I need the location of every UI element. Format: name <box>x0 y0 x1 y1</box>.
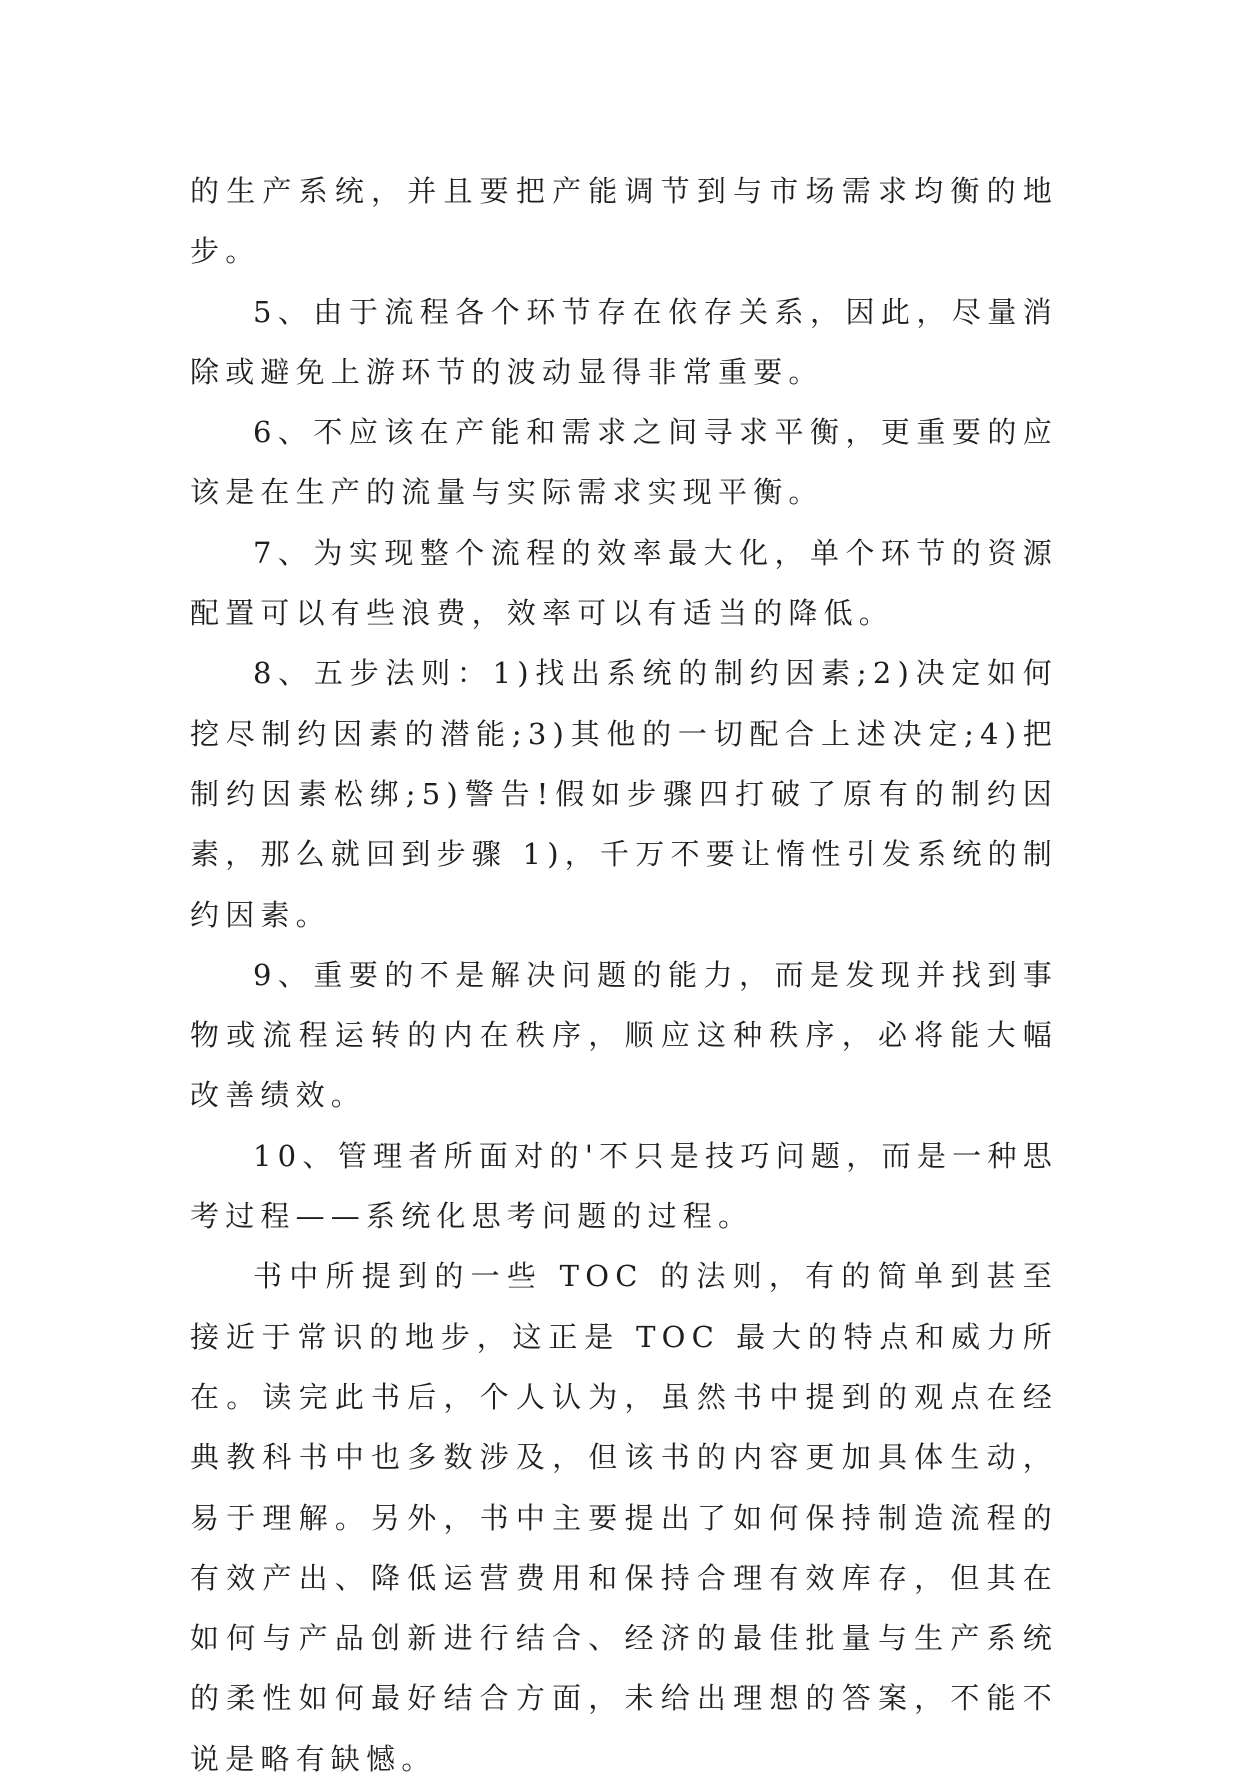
paragraph-item-7: 7、为实现整个流程的效率最大化，单个环节的资源配置可以有些浪费，效率可以有适当的降低。 <box>190 535 1058 631</box>
document-body <box>190 161 1058 1789</box>
paragraph-continuation: 的生产系统，并且要把产能调节到与市场需求均衡的地步。 <box>190 174 1058 269</box>
paragraph-item-5: 5、由于流程各个环节存在依存关系，因此，尽量消除或避免上游环节的波动显得非常重要。 <box>190 294 1058 389</box>
paragraph-item-6: 6、不应该在产能和需求之间寻求平衡，更重要的应该是在生产的流量与实际需求实现平衡。 <box>190 415 1058 510</box>
paragraph-item-10: 10、管理者所面对的'不只是技巧问题，而是一种思考过程——系统化思考问题的过程。 <box>190 1138 1058 1234</box>
paragraph-summary: 书中所提到的一些 TOC 的法则，有的简单到甚至接近于常识的地步，这正是 TOC 最大的特点和威力所在。读完此书后，个人认为，虽然书中提到的观点在经典教科书中也多数涉及，但该书的内容更加具体生动，易于理解。另外，书中主要提出了如何保持制造流程的有效产出、降低运营费用和保持合理有效库存，但其在如何与产品创新进行结合、经济的最佳批量与生产系统的柔性如何最好结合方面，未给出理想的答案，不能不说是略有缺憾。 <box>190 1259 1058 1776</box>
paragraph-item-8: 8、五步法则：1)找出系统的制约因素;2)决定如何挖尽制约因素的潜能;3)其他的一切配合上述决定;4)把制约因素松绑;5)警告!假如步骤四打破了原有的制约因素，那么就回到步骤 1)，千万不要让惰性引发系统的制约因素。 <box>190 656 1058 932</box>
paragraph-item-9: 9、重要的不是解决问题的能力，而是发现并找到事物或流程运转的内在秩序，顺应这种秩序，必将能大幅改善绩效。 <box>190 957 1058 1113</box>
